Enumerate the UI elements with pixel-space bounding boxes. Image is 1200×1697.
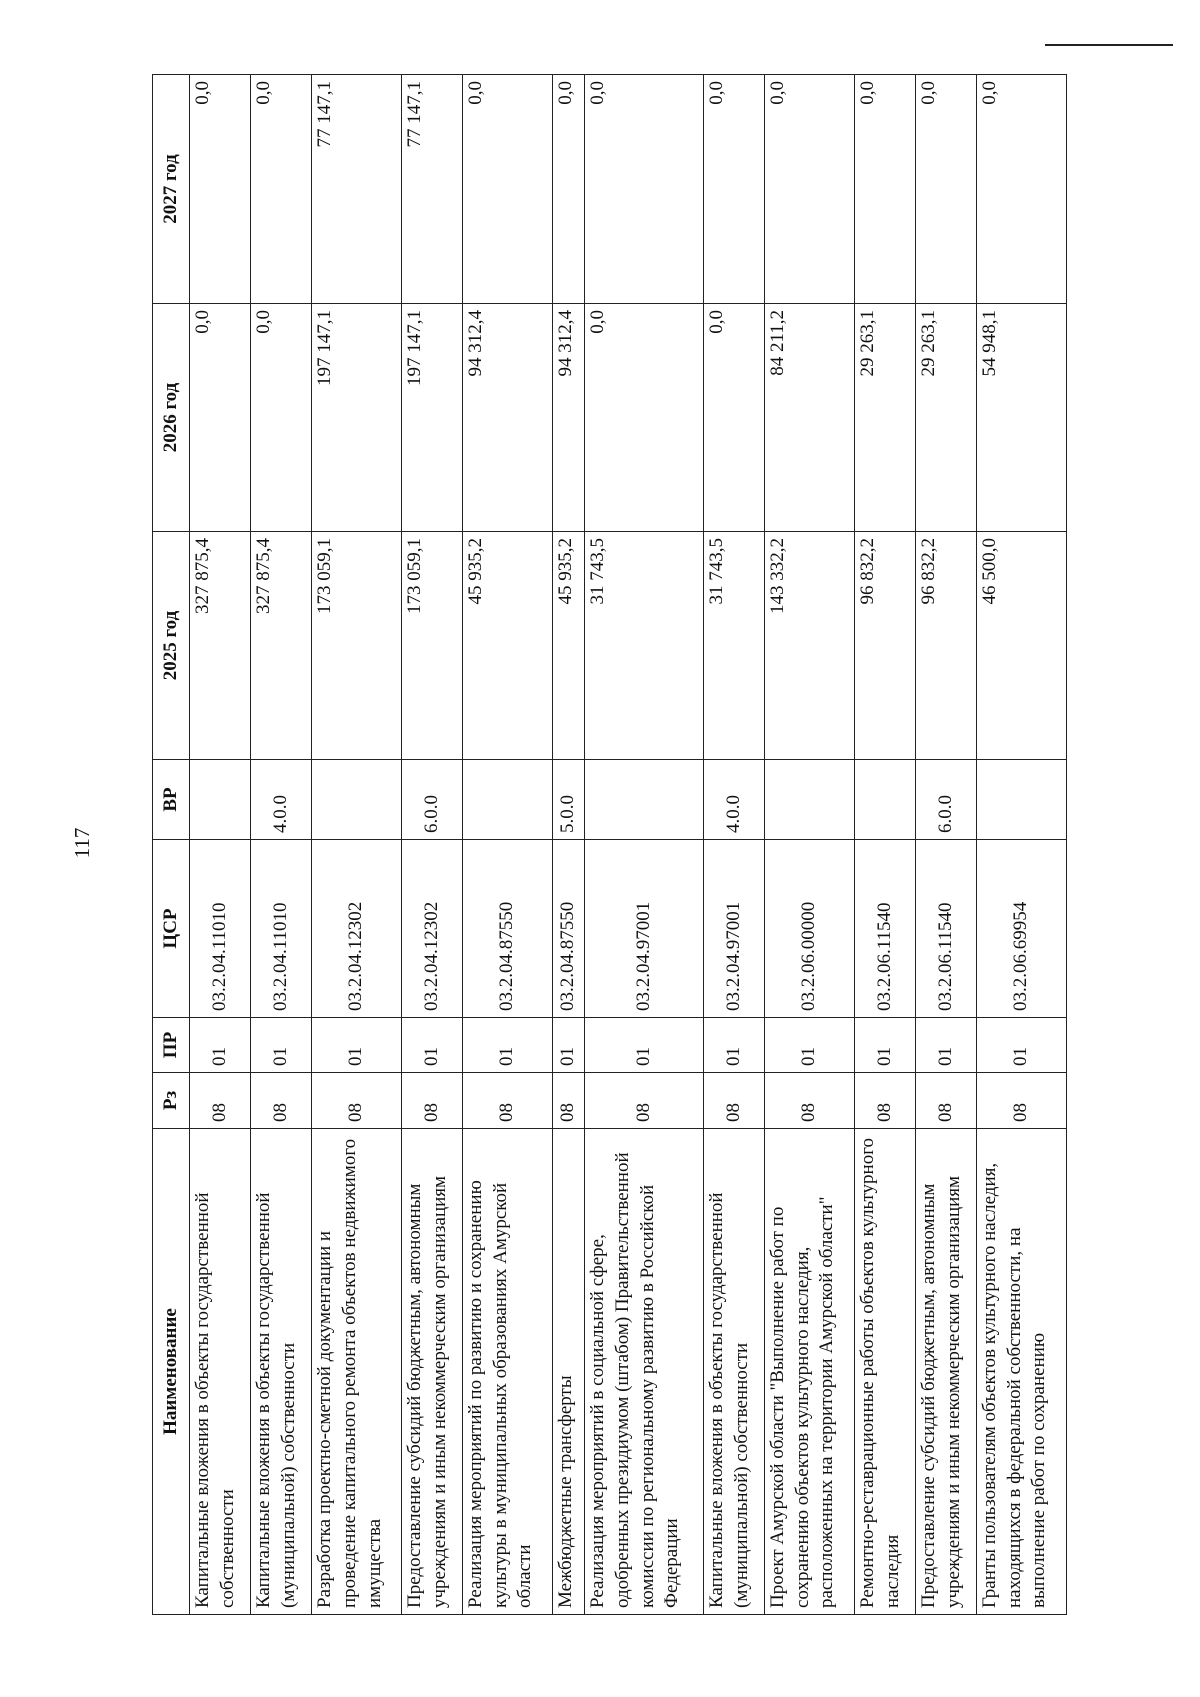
table-row — [402, 75, 463, 1615]
row-value-2027: 0,0 — [190, 75, 251, 304]
row-name: Реализация мероприятий в социальной сфере, одобренных президиумом (штабом) Правительственной комиссии по региональному развитию в Российской Федерации — [585, 1129, 704, 1615]
row-pr: 01 — [312, 1018, 402, 1073]
row-rz: 08 — [312, 1073, 402, 1129]
row-name: Капитальные вложения в объекты государственной (муниципальной) собственности — [703, 1129, 764, 1615]
row-name: Реализация мероприятий по развитию и сохранению культуры в муниципальных образованиях Амурской области — [463, 1129, 553, 1615]
row-value-2027: 0,0 — [251, 75, 312, 304]
row-rz: 08 — [765, 1073, 855, 1129]
row-value-2026: 84 211,2 — [765, 304, 855, 532]
table-row — [312, 75, 402, 1615]
table-header-row — [153, 75, 190, 1615]
row-value-2025: 96 832,2 — [854, 532, 915, 760]
row-pr: 01 — [463, 1018, 553, 1073]
row-rz: 08 — [251, 1073, 312, 1129]
row-pr: 01 — [765, 1018, 855, 1073]
col-header-2025: 2025 год — [153, 532, 190, 760]
row-csr: 03.2.04.11010 — [190, 840, 251, 1018]
row-value-2025: 173 059,1 — [402, 532, 463, 760]
row-value-2026: 197 147,1 — [312, 304, 402, 532]
row-value-2025: 45 935,2 — [463, 532, 553, 760]
row-vr — [312, 760, 402, 840]
table-row — [854, 75, 915, 1615]
row-value-2025: 327 875,4 — [190, 532, 251, 760]
row-pr: 01 — [190, 1018, 251, 1073]
row-value-2025: 143 332,2 — [765, 532, 855, 760]
row-csr: 03.2.04.87550 — [552, 840, 584, 1018]
table-row — [977, 75, 1067, 1615]
table-row — [463, 75, 553, 1615]
row-name: Разработка проектно-сметной документации и проведение капитального ремонта объектов недвижимого имущества — [312, 1129, 402, 1615]
row-csr: 03.2.04.87550 — [463, 840, 553, 1018]
row-value-2025: 96 832,2 — [915, 532, 976, 760]
row-name: Ремонтно-реставрационные работы объектов культурного наследия — [854, 1129, 915, 1615]
row-csr: 03.2.06.11540 — [854, 840, 915, 1018]
col-header-pr: ПР — [153, 1018, 190, 1073]
row-csr: 03.2.04.12302 — [402, 840, 463, 1018]
row-value-2025: 173 059,1 — [312, 532, 402, 760]
rotated-budget-table — [152, 75, 1067, 1615]
row-vr — [854, 760, 915, 840]
row-value-2025: 45 935,2 — [552, 532, 584, 760]
row-vr: 4.0.0 — [251, 760, 312, 840]
row-vr: 6.0.0 — [915, 760, 976, 840]
table-row — [915, 75, 976, 1615]
row-rz: 08 — [854, 1073, 915, 1129]
row-csr: 03.2.04.97001 — [703, 840, 764, 1018]
row-value-2026: 94 312,4 — [463, 304, 553, 532]
row-value-2025: 31 743,5 — [703, 532, 764, 760]
header-rule — [1045, 44, 1173, 46]
row-vr: 6.0.0 — [402, 760, 463, 840]
table-row — [552, 75, 584, 1615]
page-number: 117 — [70, 827, 94, 859]
row-value-2025: 327 875,4 — [251, 532, 312, 760]
row-pr: 01 — [915, 1018, 976, 1073]
row-value-2027: 77 147,1 — [402, 75, 463, 304]
col-header-2026: 2026 год — [153, 304, 190, 532]
col-header-vr: ВР — [153, 760, 190, 840]
row-value-2027: 0,0 — [977, 75, 1067, 304]
row-pr: 01 — [854, 1018, 915, 1073]
row-vr — [765, 760, 855, 840]
row-csr: 03.2.04.11010 — [251, 840, 312, 1018]
row-name: Капитальные вложения в объекты государственной собственности — [190, 1129, 251, 1615]
row-vr — [190, 760, 251, 840]
col-header-2027: 2027 год — [153, 75, 190, 304]
row-vr: 5.0.0 — [552, 760, 584, 840]
row-csr: 03.2.06.00000 — [765, 840, 855, 1018]
row-csr: 03.2.04.12302 — [312, 840, 402, 1018]
row-rz: 08 — [463, 1073, 553, 1129]
row-rz: 08 — [552, 1073, 584, 1129]
row-value-2025: 31 743,5 — [585, 532, 704, 760]
budget-table — [152, 74, 1067, 1615]
row-name: Гранты пользователям объектов культурного наследия, находящихся в федеральной собственности, на выполнение работ по сохранению — [977, 1129, 1067, 1615]
col-header-rz: Рз — [153, 1073, 190, 1129]
row-value-2026: 94 312,4 — [552, 304, 584, 532]
row-pr: 01 — [402, 1018, 463, 1073]
row-value-2027: 0,0 — [915, 75, 976, 304]
row-rz: 08 — [402, 1073, 463, 1129]
row-name: Предоставление субсидий бюджетным, автономным учреждениям и иным некоммерческим организациям — [402, 1129, 463, 1615]
row-value-2027: 0,0 — [765, 75, 855, 304]
row-rz: 08 — [190, 1073, 251, 1129]
row-rz: 08 — [915, 1073, 976, 1129]
row-vr: 4.0.0 — [703, 760, 764, 840]
row-pr: 01 — [977, 1018, 1067, 1073]
row-name: Капитальные вложения в объекты государственной (муниципальной) собственности — [251, 1129, 312, 1615]
row-value-2027: 0,0 — [703, 75, 764, 304]
row-value-2026: 29 263,1 — [854, 304, 915, 532]
table-row — [703, 75, 764, 1615]
row-pr: 01 — [585, 1018, 704, 1073]
row-vr — [585, 760, 704, 840]
table-row — [585, 75, 704, 1615]
table-row — [765, 75, 855, 1615]
row-value-2027: 0,0 — [585, 75, 704, 304]
row-name: Межбюджетные трансферты — [552, 1129, 584, 1615]
row-csr: 03.2.06.11540 — [915, 840, 976, 1018]
row-value-2025: 46 500,0 — [977, 532, 1067, 760]
row-rz: 08 — [585, 1073, 704, 1129]
row-pr: 01 — [552, 1018, 584, 1073]
table-row — [251, 75, 312, 1615]
row-pr: 01 — [251, 1018, 312, 1073]
row-value-2027: 77 147,1 — [312, 75, 402, 304]
row-value-2026: 54 948,1 — [977, 304, 1067, 532]
row-value-2027: 0,0 — [552, 75, 584, 304]
row-name: Проект Амурской области "Выполнение работ по сохранению объектов культурного наследия, расположенных на территории Амурской области" — [765, 1129, 855, 1615]
row-value-2027: 0,0 — [854, 75, 915, 304]
row-rz: 08 — [703, 1073, 764, 1129]
row-rz: 08 — [977, 1073, 1067, 1129]
col-header-csr: ЦСР — [153, 840, 190, 1018]
table-body — [190, 75, 1067, 1615]
row-name: Предоставление субсидий бюджетным, автономным учреждениям и иным некоммерческим организациям — [915, 1129, 976, 1615]
row-value-2027: 0,0 — [463, 75, 553, 304]
row-value-2026: 0,0 — [703, 304, 764, 532]
row-csr: 03.2.04.97001 — [585, 840, 704, 1018]
row-value-2026: 29 263,1 — [915, 304, 976, 532]
row-vr — [463, 760, 553, 840]
col-header-name: Наименование — [153, 1129, 190, 1615]
table-row — [190, 75, 251, 1615]
row-value-2026: 0,0 — [251, 304, 312, 532]
row-pr: 01 — [703, 1018, 764, 1073]
row-csr: 03.2.06.69954 — [977, 840, 1067, 1018]
row-value-2026: 0,0 — [190, 304, 251, 532]
row-value-2026: 197 147,1 — [402, 304, 463, 532]
row-value-2026: 0,0 — [585, 304, 704, 532]
row-vr — [977, 760, 1067, 840]
